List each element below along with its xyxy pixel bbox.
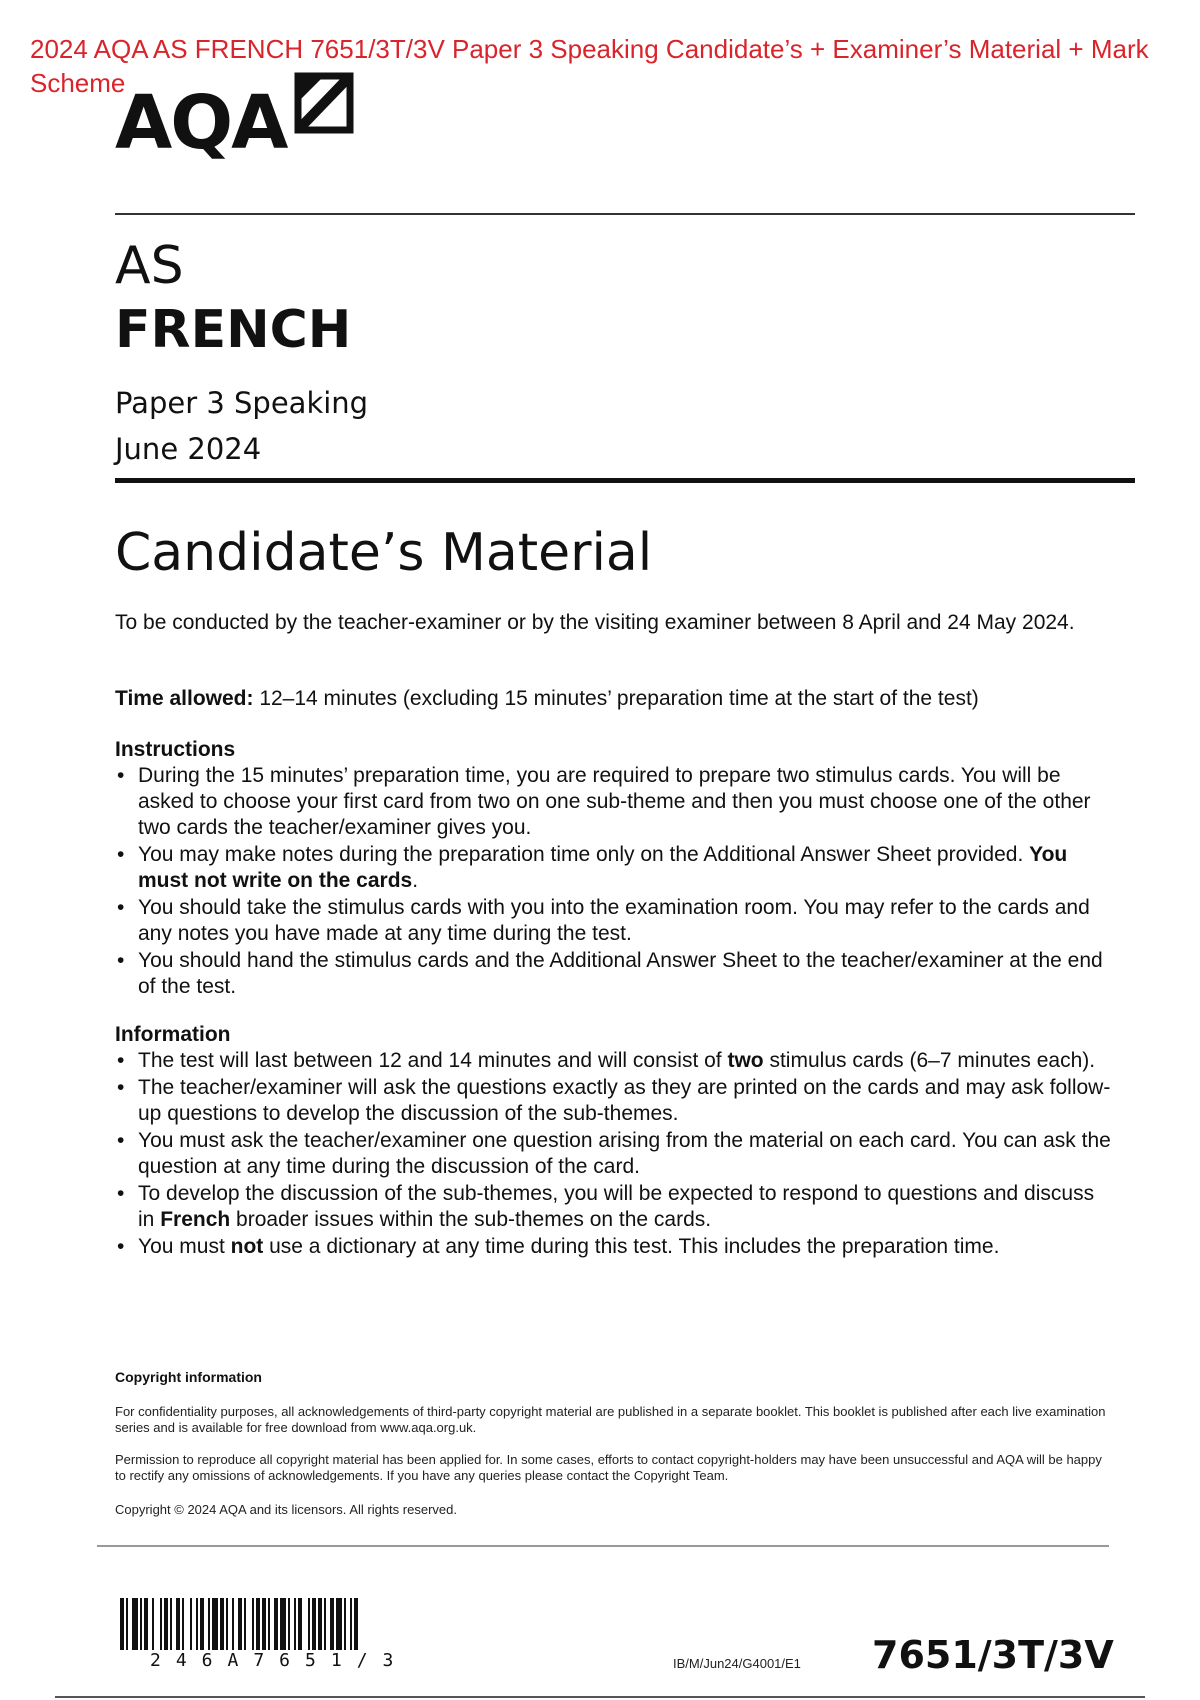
copyright-para-3: Copyright © 2024 AQA and its licensors. All rights reserved. xyxy=(115,1502,457,1517)
time-allowed-text: 12–14 minutes (excluding 15 minutes’ preparation time at the start of the test) xyxy=(259,687,979,710)
document-banner-title: 2024 AQA AS FRENCH 7651/3T/3V Paper 3 Speaking Candidate’s + Examiner’s Material + Mark Scheme xyxy=(30,34,1149,98)
list-item: • You must ask the teacher/examiner one question arising from the material on each card. You can ask the question at any time during the discussion of the card. xyxy=(115,1128,1115,1180)
level-title: AS xyxy=(115,236,184,296)
copyright-para-2: Permission to reproduce all copyright material has been applied for. In some cases, efforts to contact copyright-holders may have been unsuccessful and AQA will be happy to rectify any omissions of acknowledgements. If you have any queries please contact the Copyright Team. xyxy=(115,1452,1102,1483)
page-title: Candidate’s Material xyxy=(115,523,653,583)
instructions-list xyxy=(115,763,1115,1001)
aqa-logo-mark-icon xyxy=(294,72,354,134)
list-item: • You should take the stimulus cards with you into the examination room. You may refer to the cards and any notes you have made at any time during the test. xyxy=(115,895,1115,947)
list-item: • You should hand the stimulus cards and the Additional Answer Sheet to the teacher/examiner at the end of the test. xyxy=(115,948,1115,1000)
aqa-logo-text: AQA xyxy=(115,80,287,166)
list-item: • You must not use a dictionary at any time during this test. This includes the preparation time. xyxy=(115,1234,1115,1260)
intro-text: To be conducted by the teacher-examiner or by the visiting examiner between 8 April and 24 May 2024. xyxy=(115,611,1075,634)
time-allowed xyxy=(115,686,1115,712)
barcode-number: 246A7651/3 xyxy=(150,1650,409,1671)
barcode-icon xyxy=(120,1598,450,1650)
information-heading: Information xyxy=(115,1023,231,1046)
list-item: • The teacher/examiner will ask the questions exactly as they are printed on the cards and may ask follow-up questions to develop the discussion of the sub-themes. xyxy=(115,1075,1115,1127)
copyright-para-1: For confidentiality purposes, all acknowledgements of third-party copyright material are published in a separate booklet. This booklet is published after each live examination series and is available for free download from www.aqa.org.uk. xyxy=(115,1404,1106,1435)
job-reference: IB/M/Jun24/G4001/E1 xyxy=(673,1656,801,1671)
header-divider xyxy=(115,213,1135,215)
list-item: • The test will last between 12 and 14 minutes and will consist of two stimulus cards (6–7 minutes each). xyxy=(115,1048,1115,1074)
list-item: • You may make notes during the preparation time only on the Additional Answer Sheet provided. You must not write on the cards. xyxy=(115,842,1115,894)
list-item: • To develop the discussion of the sub-themes, you will be expected to respond to questions and discuss in French broader issues within the sub-themes on the cards. xyxy=(115,1181,1115,1233)
instructions-heading: Instructions xyxy=(115,738,236,761)
copyright-heading: Copyright information xyxy=(115,1369,262,1385)
list-item: • During the 15 minutes’ preparation time, you are required to prepare two stimulus cards. You will be asked to choose your first card from two on one sub-theme and then you must choose one of the other two cards the teacher/examiner gives you. xyxy=(115,763,1115,841)
aqa-logo xyxy=(115,72,354,172)
subject-title: FRENCH xyxy=(115,300,352,360)
information-list xyxy=(115,1048,1115,1261)
time-allowed-label: Time allowed: xyxy=(115,687,254,710)
footer-divider xyxy=(97,1545,1109,1547)
title-divider xyxy=(115,478,1135,483)
page-bottom-rule xyxy=(55,1696,1145,1698)
paper-title: Paper 3 Speaking xyxy=(115,386,369,420)
paper-code: 7651/3T/3V xyxy=(872,1633,1114,1677)
exam-date: June 2024 xyxy=(115,432,262,466)
